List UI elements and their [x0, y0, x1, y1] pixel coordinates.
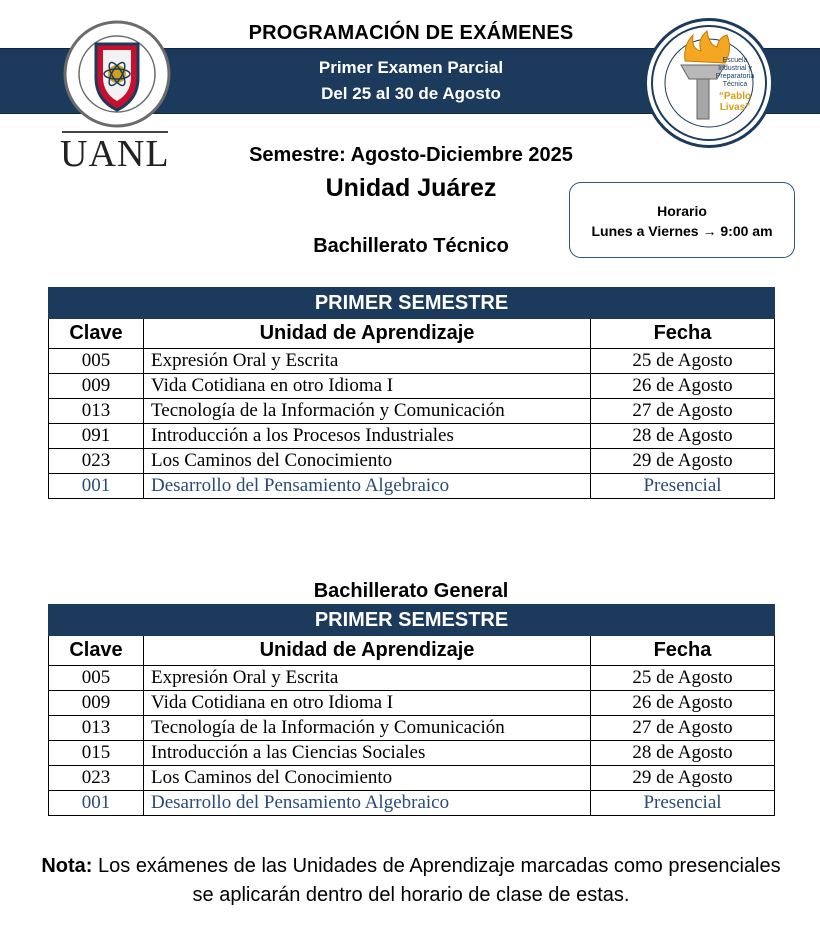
- table-row-presencial: [49, 791, 775, 816]
- cell-fecha: Presencial: [591, 474, 775, 499]
- cell-unidad: Desarrollo del Pensamiento Algebraico: [144, 474, 591, 499]
- cell-clave: 013: [49, 399, 144, 424]
- cell-fecha: Presencial: [591, 791, 775, 816]
- footnote-label: Nota:: [41, 855, 93, 877]
- cell-unidad: Introducción a los Procesos Industriales: [144, 424, 591, 449]
- seal-school-text: Escuela Industrial y Preparatoria Técnica: [715, 57, 755, 88]
- cell-fecha: 29 de Agosto: [591, 449, 775, 474]
- schedule-label: Horario: [657, 203, 707, 219]
- cell-fecha: 25 de Agosto: [591, 666, 775, 691]
- cell-clave: 005: [49, 349, 144, 374]
- cell-clave: 001: [49, 791, 144, 816]
- cell-clave: 001: [49, 474, 144, 499]
- table-row: [49, 449, 775, 474]
- cell-clave: 091: [49, 424, 144, 449]
- banner-exam-name: Primer Examen Parcial: [318, 58, 504, 77]
- table-row: [49, 374, 775, 399]
- cell-unidad: Expresión Oral y Escrita: [144, 349, 591, 374]
- cell-clave: 023: [49, 766, 144, 791]
- cell-unidad: Introducción a las Ciencias Sociales: [144, 741, 591, 766]
- semester-header: PRIMER SEMESTRE: [49, 605, 775, 636]
- section-title-general: Bachillerato General: [313, 580, 509, 602]
- cell-unidad: Vida Cotidiana en otro Idioma I: [144, 374, 591, 399]
- table-row: [49, 716, 775, 741]
- exam-table-general: [48, 604, 775, 816]
- footnote: [30, 852, 792, 910]
- cell-fecha: 27 de Agosto: [591, 716, 775, 741]
- table-row: [49, 691, 775, 716]
- seal-pablo-livas-text: “Pablo Livas”: [718, 91, 752, 113]
- cell-unidad: Vida Cotidiana en otro Idioma I: [144, 691, 591, 716]
- pablo-livas-seal: [644, 18, 774, 148]
- cell-fecha: 28 de Agosto: [591, 741, 775, 766]
- schedule-value: Lunes a Viernes → 9:00 am: [591, 223, 773, 239]
- cell-fecha: 27 de Agosto: [591, 399, 775, 424]
- table-row: [49, 666, 775, 691]
- cell-clave: 015: [49, 741, 144, 766]
- column-header-clave: Clave: [49, 636, 144, 666]
- column-header-unidad: Unidad de Aprendizaje: [144, 636, 591, 666]
- table-row: [49, 349, 775, 374]
- table-row-presencial: [49, 474, 775, 499]
- semester-header: PRIMER SEMESTRE: [49, 288, 775, 319]
- semester-label: Semestre: Agosto-Diciembre 2025: [249, 144, 573, 166]
- exam-table-tecnico: [48, 287, 775, 499]
- cell-fecha: 26 de Agosto: [591, 374, 775, 399]
- cell-fecha: 26 de Agosto: [591, 691, 775, 716]
- table-row: [49, 424, 775, 449]
- uanl-logo-text: UANL: [60, 133, 170, 175]
- cell-clave: 023: [49, 449, 144, 474]
- page-title: PROGRAMACIÓN DE EXÁMENES: [248, 22, 574, 44]
- column-header-unidad: Unidad de Aprendizaje: [144, 319, 591, 349]
- cell-unidad: Los Caminos del Conocimiento: [144, 449, 591, 474]
- unit-label: Unidad Juárez: [325, 174, 497, 202]
- cell-clave: 009: [49, 691, 144, 716]
- column-header-fecha: Fecha: [591, 319, 775, 349]
- cell-unidad: Tecnología de la Información y Comunicación: [144, 399, 591, 424]
- section-title-tecnico: Bachillerato Técnico: [313, 235, 509, 257]
- footnote-text: Los exámenes de las Unidades de Aprendizaje marcadas como presenciales se aplicarán dentro del horario de clase de estas.: [92, 855, 781, 906]
- table-row: [49, 766, 775, 791]
- cell-clave: 005: [49, 666, 144, 691]
- table-row: [49, 399, 775, 424]
- cell-fecha: 25 de Agosto: [591, 349, 775, 374]
- column-header-clave: Clave: [49, 319, 144, 349]
- cell-clave: 009: [49, 374, 144, 399]
- cell-fecha: 28 de Agosto: [591, 424, 775, 449]
- cell-unidad: Desarrollo del Pensamiento Algebraico: [144, 791, 591, 816]
- cell-clave: 013: [49, 716, 144, 741]
- cell-fecha: 29 de Agosto: [591, 766, 775, 791]
- banner-date-range: Del 25 al 30 de Agosto: [321, 84, 501, 103]
- column-header-fecha: Fecha: [591, 636, 775, 666]
- table-row: [49, 741, 775, 766]
- cell-unidad: Los Caminos del Conocimiento: [144, 766, 591, 791]
- cell-unidad: Expresión Oral y Escrita: [144, 666, 591, 691]
- cell-unidad: Tecnología de la Información y Comunicación: [144, 716, 591, 741]
